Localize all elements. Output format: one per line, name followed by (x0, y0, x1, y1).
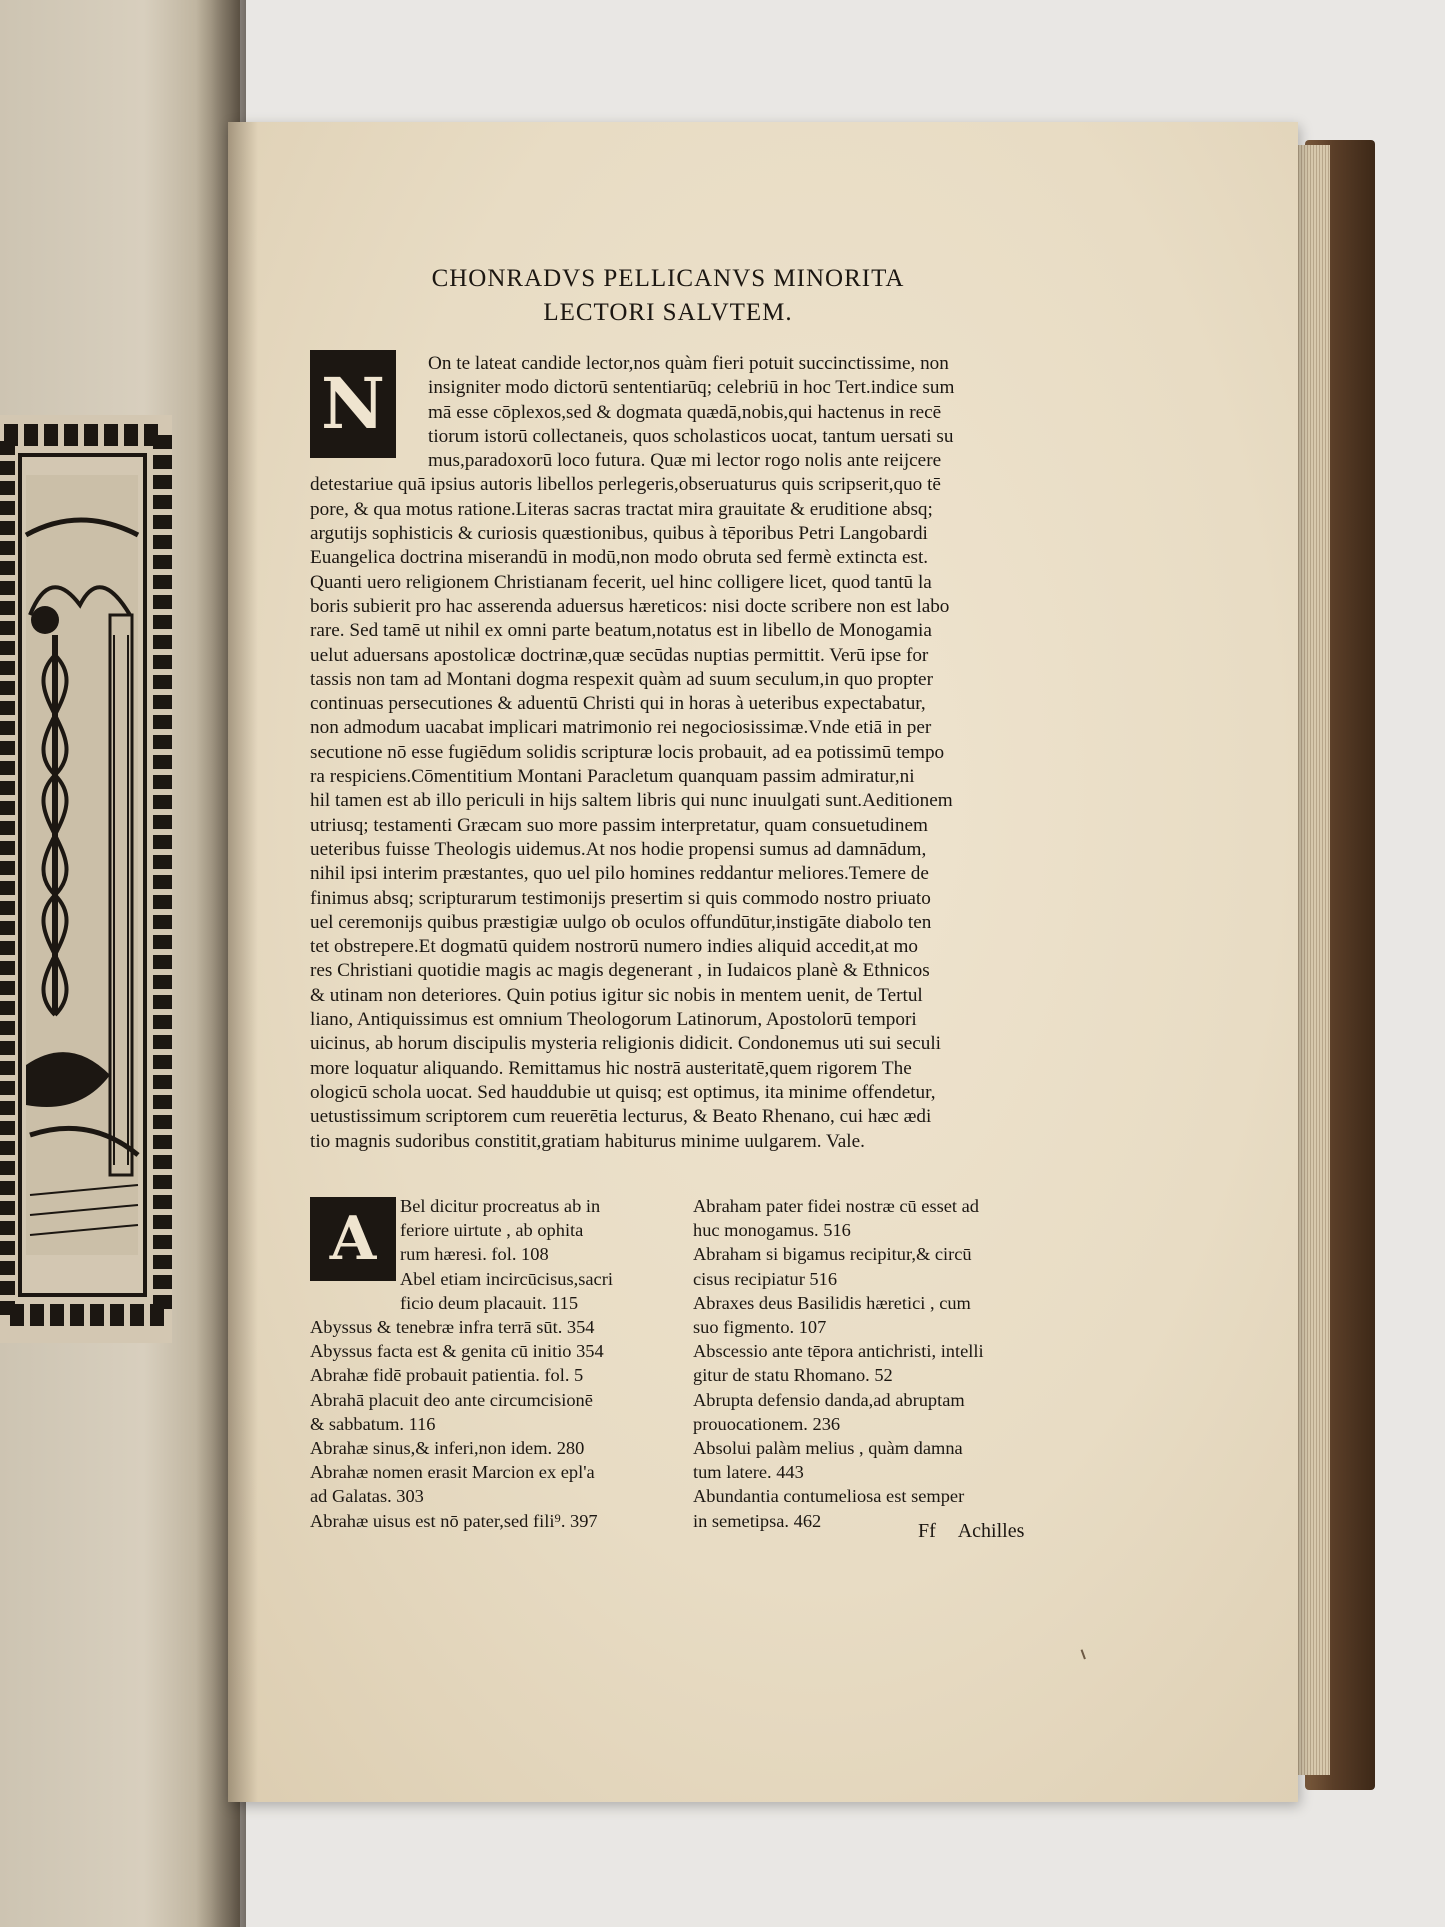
index-entry: Abel etiam incircūcisus,sacri (400, 1268, 613, 1289)
preface-line: argutijs sophisticis & curiosis quæstionibus, quibus à tēporibus Petri Langobardi (310, 523, 928, 545)
index-entry: & sabbatum. 116 (310, 1413, 436, 1434)
index-entry: Abundantia contumeliosa est semper (693, 1486, 965, 1507)
preface-line: insigniter modo dictorū sententiarūq; celebriū in hoc Tert.indice sum (428, 377, 955, 399)
preface-line: non admodum uacabat implicari matrimonio rei negociosissimæ.Vnde etiā in per (310, 717, 932, 739)
preface-line: hil tamen est ab illo periculi in hijs saltem libris qui nunc inuulgati sunt.Aeditionem (310, 790, 953, 812)
page-heading (408, 262, 928, 330)
preface-line: finimus absq; scripturarum testimonijs presertim si quis commodo nostro priuato (310, 887, 931, 909)
index-entry: Abrahæ fidē probauit patientia. fol. 5 (310, 1365, 584, 1386)
index-column-right (693, 1194, 1038, 1533)
index-entry: Abrahæ nomen erasit Marcion ex epl'a (310, 1462, 595, 1483)
preface-line: On te lateat candide lector,nos quàm fieri potuit succinctissime, non (428, 353, 949, 374)
index-column-left (310, 1194, 660, 1533)
preface-text (310, 352, 1040, 1154)
preface-line: more loquatur aliquando. Remittamus hic nostrā austeritatē,quem rigorem The (310, 1057, 912, 1079)
index-entry: Abraham si bigamus recipitur,& circū (693, 1244, 972, 1265)
preface-line: tet obstrepere.Et dogmatū quidem nostrorū numero indies aliquid accedit,at mo (310, 936, 918, 958)
index-entry: Abscessio ante tēpora antichristi, intelli (693, 1341, 984, 1362)
index-entry: ficio deum placauit. 115 (400, 1292, 579, 1313)
decorated-initial-n: N (310, 350, 396, 458)
preface-line: uel ceremonijs quibus præstigiæ uulgo ob oculos offundūtur,instigāte diabolo ten (310, 911, 932, 933)
preface-line: Quanti uero religionem Christianam fecerit, uel hinc colligere licet, quod tantū la (310, 571, 932, 593)
index-entry: prouocationem. 236 (693, 1413, 841, 1434)
index-entry: Abrahæ sinus,& inferi,non idem. 280 (310, 1438, 585, 1459)
index-entry: suo figmento. 107 (693, 1317, 827, 1338)
heading-line-1: CHONRADVS PELLICANVS MINORITA (431, 265, 905, 292)
preface-line: uicinus, ab horum discipulis mysteria religionis didicit. Condonemus uti sui seculi (310, 1033, 941, 1055)
index-entry: Bel dicitur procreatus ab in (400, 1196, 601, 1216)
preface-line: tassis non tam ad Montani dogma respexit quàm ad suum seculum,in quo propter (310, 668, 933, 690)
woodcut-illustration (0, 415, 172, 1343)
index-entry: gitur de statu Rhomano. 52 (693, 1365, 893, 1386)
signature-mark: Ff (918, 1520, 936, 1542)
catchword: Achilles (957, 1520, 1025, 1542)
index-entry: huc monogamus. 516 (693, 1220, 851, 1241)
preface-line: ologicū schola uocat. Sed hauddubie ut quisq; est optimus, ita minime offendetur, (310, 1081, 936, 1103)
preface-line: rare. Sed tamē ut nihil ex omni parte beatum,notatus est in libello de Monogamia (310, 620, 932, 642)
index-entry: Abrahæ uisus est nō pater,sed fili⁹. 397 (310, 1510, 598, 1531)
preface-line: ra respiciens.Cōmentitium Montani Paracletum quanquam passim admiratur,ni (310, 766, 915, 788)
index-entry: Abrahā placuit deo ante circumcisionē (310, 1389, 593, 1410)
preface-line: uetustissimum scriptorem cum reuerētia lecturus, & Beato Rhenano, cui hæc ædi (310, 1106, 932, 1128)
preface-line: liano, Antiquissimus est omnium Theologorum Latinorum, Apostolorū tempori (310, 1009, 917, 1031)
preface-line: mus,paradoxorū loco futura. Quæ mi lector rogo nolis ante reijcere (428, 450, 942, 472)
preface-line: res Christiani quotidie magis ac magis degenerant , in Iudaicos planè & Ethnicos (310, 960, 930, 982)
index-entry: Abraham pater fidei nostræ cū esset ad (693, 1196, 979, 1216)
preface-line: Euangelica doctrina miserandū in modū,non modo obruta sed fermè extincta est. (310, 547, 929, 569)
index-entry: feriore uirtute , ab ophita (400, 1220, 584, 1241)
preface-line: & utinam non deteriores. Quin potius igitur sic nobis in mentem uenit, de Tertul (310, 984, 923, 1006)
preface-line: tio magnis sudoribus constitit,gratiam habiturus minime uulgarem. Vale. (310, 1130, 865, 1152)
preface-line: boris subierit pro hac asserenda aduersus hæreticos: nisi docte scribere non est labo (310, 595, 950, 617)
index-entry: rum hæresi. fol. 108 (400, 1244, 549, 1265)
index-entry: Absolui palàm melius , quàm damna (693, 1438, 963, 1459)
preface-line: ueteribus fuisse Theologis uidemus.At nos hodie propensi sumus ad damnādum, (310, 838, 927, 860)
index-entry: in semetipsa. 462 (693, 1510, 822, 1531)
gutter-shadow (228, 122, 258, 1802)
index-entry: Abraxes deus Basilidis hæretici , cum (693, 1292, 971, 1313)
preface-line: pore, & qua motus ratione.Literas sacras tractat mira grauitate & eruditione absq; (310, 498, 933, 520)
preface-line: continuas persecutiones & aduentū Christi qui in horas à ueteribus expectabatur, (310, 693, 926, 715)
preface-line: utriusq; testamenti Græcam suo more passim interpretatur, quam consuetudinem (310, 814, 928, 836)
preface-line: detestariue quā ipsius autoris libellos perlegeris,obseruaturus quis scripserit,quo tē (310, 474, 941, 496)
index-entry: tum latere. 443 (693, 1462, 804, 1483)
preface-line: secutione nō esse fugiēdum solidis scripturæ locis probauit, ad ea potissimū tempo (310, 741, 945, 763)
preface-line: tiorum istorū collectaneis, quos scholasticos uocat, tantum uersati su (428, 425, 954, 447)
preface-line: uelut aduersans apostolicæ doctrinæ,quæ secūdas nuptias permittit. Verū ipse for (310, 644, 929, 666)
heading-line-2: LECTORI SALVTEM. (543, 299, 793, 326)
index-entry: ad Galatas. 303 (310, 1486, 424, 1507)
index-entry: Abrupta defensio danda,ad abruptam (693, 1389, 965, 1410)
index-entry: cisus recipiatur 516 (693, 1268, 838, 1289)
preface-line: nihil ipsi interim præstantes, quo uel pilo homines reddantur meliores.Temere de (310, 863, 929, 885)
index-entry: Abyssus & tenebræ infra terrā sūt. 354 (310, 1317, 595, 1338)
index-entry: Abyssus facta est & genita cū initio 354 (310, 1341, 604, 1362)
catchword-line (918, 1520, 1024, 1543)
preface-line: mā esse cōplexos,sed & dogmata quædā,nobis,qui hactenus in recē (428, 401, 942, 423)
woodcut-caduceus-icon (0, 415, 172, 1343)
decorated-initial-a: A (310, 1197, 396, 1281)
